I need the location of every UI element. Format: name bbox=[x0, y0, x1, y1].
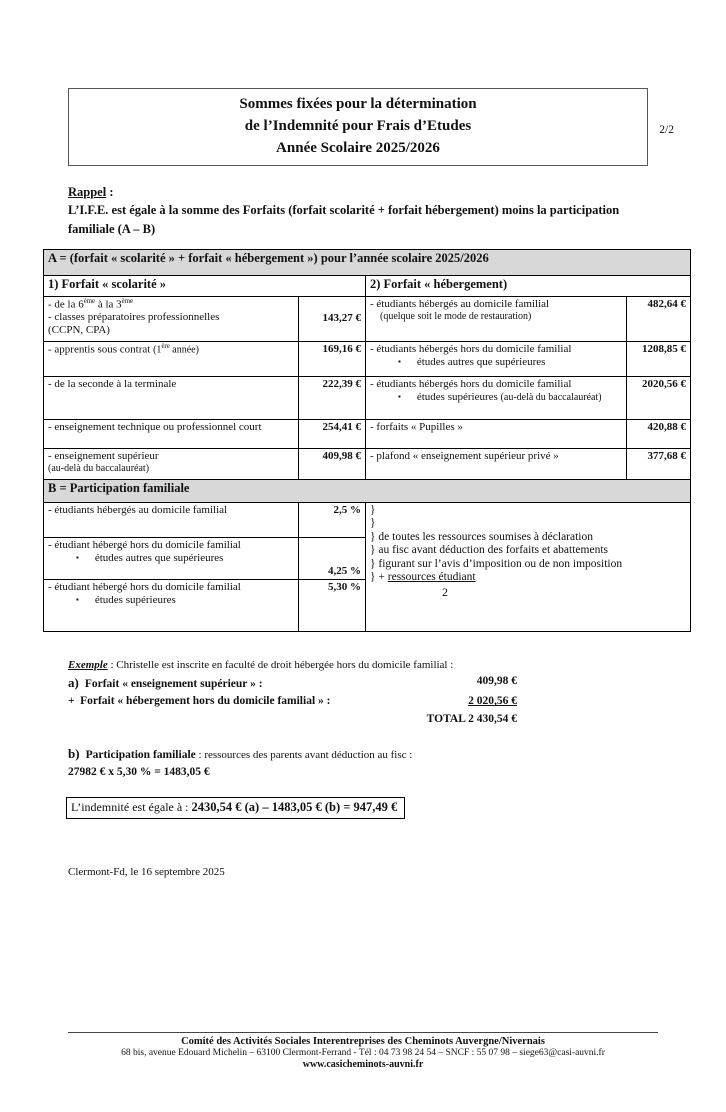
participation-calc-formula: 27982 € x 5,30 % = 1483,05 € bbox=[68, 766, 210, 779]
square-bullet-icon: ▪ bbox=[398, 356, 401, 366]
title-line-3: Année Scolaire 2025/2026 bbox=[276, 139, 440, 156]
scolarite-row-2-amount: 222,39 € bbox=[299, 376, 366, 419]
hebergement-header: 2) Forfait « hébergement) bbox=[366, 275, 691, 296]
participation-row-2-rate: 5,30 % bbox=[299, 579, 366, 631]
exemple-line-plus: + Forfait « hébergement hors du domicile familial » : 2 020,56 € bbox=[68, 695, 517, 708]
ife-table bbox=[43, 249, 691, 632]
hebergement-row-1-label: - étudiants hébergés hors du domicile familial ▪ études autres que supérieures bbox=[366, 341, 627, 376]
square-bullet-icon: ▪ bbox=[76, 552, 79, 562]
document-title-box bbox=[68, 88, 648, 166]
participation-row-1-label: - étudiant hébergé hors du domicile familial ▪ études autres que supérieures bbox=[44, 537, 299, 579]
rappel-body: L’I.F.E. est égale à la somme des Forfaits (forfait scolarité + forfait hébergement) moins la participation familiale (A – B) bbox=[68, 203, 620, 236]
hebergement-row-4-amount: 377,68 € bbox=[627, 448, 691, 479]
hebergement-row-2-label: - étudiants hébergés hors du domicile familial ▪ études supérieures (au-delà du baccalauréat) bbox=[366, 376, 627, 419]
exemple-total: TOTAL 2 430,54 € bbox=[426, 712, 517, 725]
participation-calc-section bbox=[68, 744, 628, 782]
participation-row-0-rate: 2,5 % bbox=[299, 502, 366, 537]
hebergement-row-3-label: - forfaits « Pupilles » bbox=[366, 419, 627, 448]
participation-row-2-label: - étudiant hébergé hors du domicile familial ▪ études supérieures bbox=[44, 579, 299, 631]
fraction-denominator: 2 bbox=[442, 585, 448, 599]
indemnity-result-box: L’indemnité est égale à : 2430,54 € (a) – 1483,05 € (b) = 947,49 € bbox=[66, 797, 405, 819]
scolarite-row-0-amount: 143,27 € bbox=[299, 296, 366, 341]
footer-organization: Comité des Activités Sociales Interentreprises des Cheminots Auvergne/Nivernais bbox=[181, 1036, 545, 1047]
scolarite-row-0-label: - de la 6ème à la 3ème - classes préparatoires professionnelles (CCPN, CPA) bbox=[44, 296, 299, 341]
hebergement-row-0-amount: 482,64 € bbox=[627, 296, 691, 341]
footer-website: www.casicheminots-auvni.fr bbox=[302, 1059, 424, 1070]
page-footer bbox=[68, 1032, 658, 1070]
participation-row-0-label: - étudiants hébergés au domicile familial bbox=[44, 502, 299, 537]
scolarite-row-1-amount: 169,16 € bbox=[299, 341, 366, 376]
exemple-section bbox=[68, 657, 517, 728]
exemple-intro: Exemple : Christelle est inscrite en faculté de droit hébergée hors du domicile familial : bbox=[68, 658, 454, 671]
scolarite-row-1-label: - apprentis sous contrat (1ère année) bbox=[44, 341, 299, 376]
hebergement-row-2-amount: 2020,56 € bbox=[627, 376, 691, 419]
date-line: Clermont-Fd, le 16 septembre 2025 bbox=[68, 866, 225, 879]
participation-calc-heading: b) Participation familiale : ressources des parents avant déduction au fisc : bbox=[68, 745, 413, 761]
exemple-line-a: a) Forfait « enseignement supérieur » : 409,98 € bbox=[68, 675, 517, 691]
section-b-header: B = Participation familiale bbox=[44, 479, 691, 502]
section-a-header: A = (forfait « scolarité » + forfait « hébergement ») pour l’année scolaire 2025/2026 bbox=[44, 249, 691, 275]
footer-address: 68 bis, avenue Edouard Michelin – 63100 Clermont-Ferrand - Tél : 04 73 98 24 54 – SNCF : 55 07 98 – siege63@casi-auvni.fr bbox=[121, 1048, 605, 1058]
square-bullet-icon: ▪ bbox=[398, 391, 401, 401]
footer-divider bbox=[68, 1032, 658, 1033]
scolarite-row-2-label: - de la seconde à la terminale bbox=[44, 376, 299, 419]
title-line-2: de l’Indemnité pour Frais d’Etudes bbox=[244, 117, 472, 134]
hebergement-row-4-label: - plafond « enseignement supérieur privé » bbox=[366, 448, 627, 479]
scolarite-header: 1) Forfait « scolarité » bbox=[44, 275, 366, 296]
participation-resources-note: } } } de toutes les ressources soumises à déclaration } au fisc avant déduction des forfaits et abattements } figurant sur l’avis d’imposition ou de non imposition } + ressources étudiant 2 bbox=[366, 502, 691, 631]
scolarite-row-3-label: - enseignement technique ou professionnel court bbox=[44, 419, 299, 448]
hebergement-row-3-amount: 420,88 € bbox=[627, 419, 691, 448]
scolarite-row-3-amount: 254,41 € bbox=[299, 419, 366, 448]
rappel-section bbox=[68, 183, 658, 237]
participation-row-1-rate: 4,25 % bbox=[299, 537, 366, 579]
page-number: 2/2 bbox=[659, 124, 674, 136]
title-line-1: Sommes fixées pour la détermination bbox=[239, 96, 477, 112]
rappel-heading: Rappel : bbox=[68, 185, 114, 200]
scolarite-row-4-label: - enseignement supérieur (au-delà du baccalauréat) bbox=[44, 448, 299, 479]
square-bullet-icon: ▪ bbox=[76, 594, 79, 604]
hebergement-row-0-label: - étudiants hébergés au domicile familial (quelque soit le mode de restauration) bbox=[366, 296, 627, 341]
hebergement-row-1-amount: 1208,85 € bbox=[627, 341, 691, 376]
scolarite-row-4-amount: 409,98 € bbox=[299, 448, 366, 479]
